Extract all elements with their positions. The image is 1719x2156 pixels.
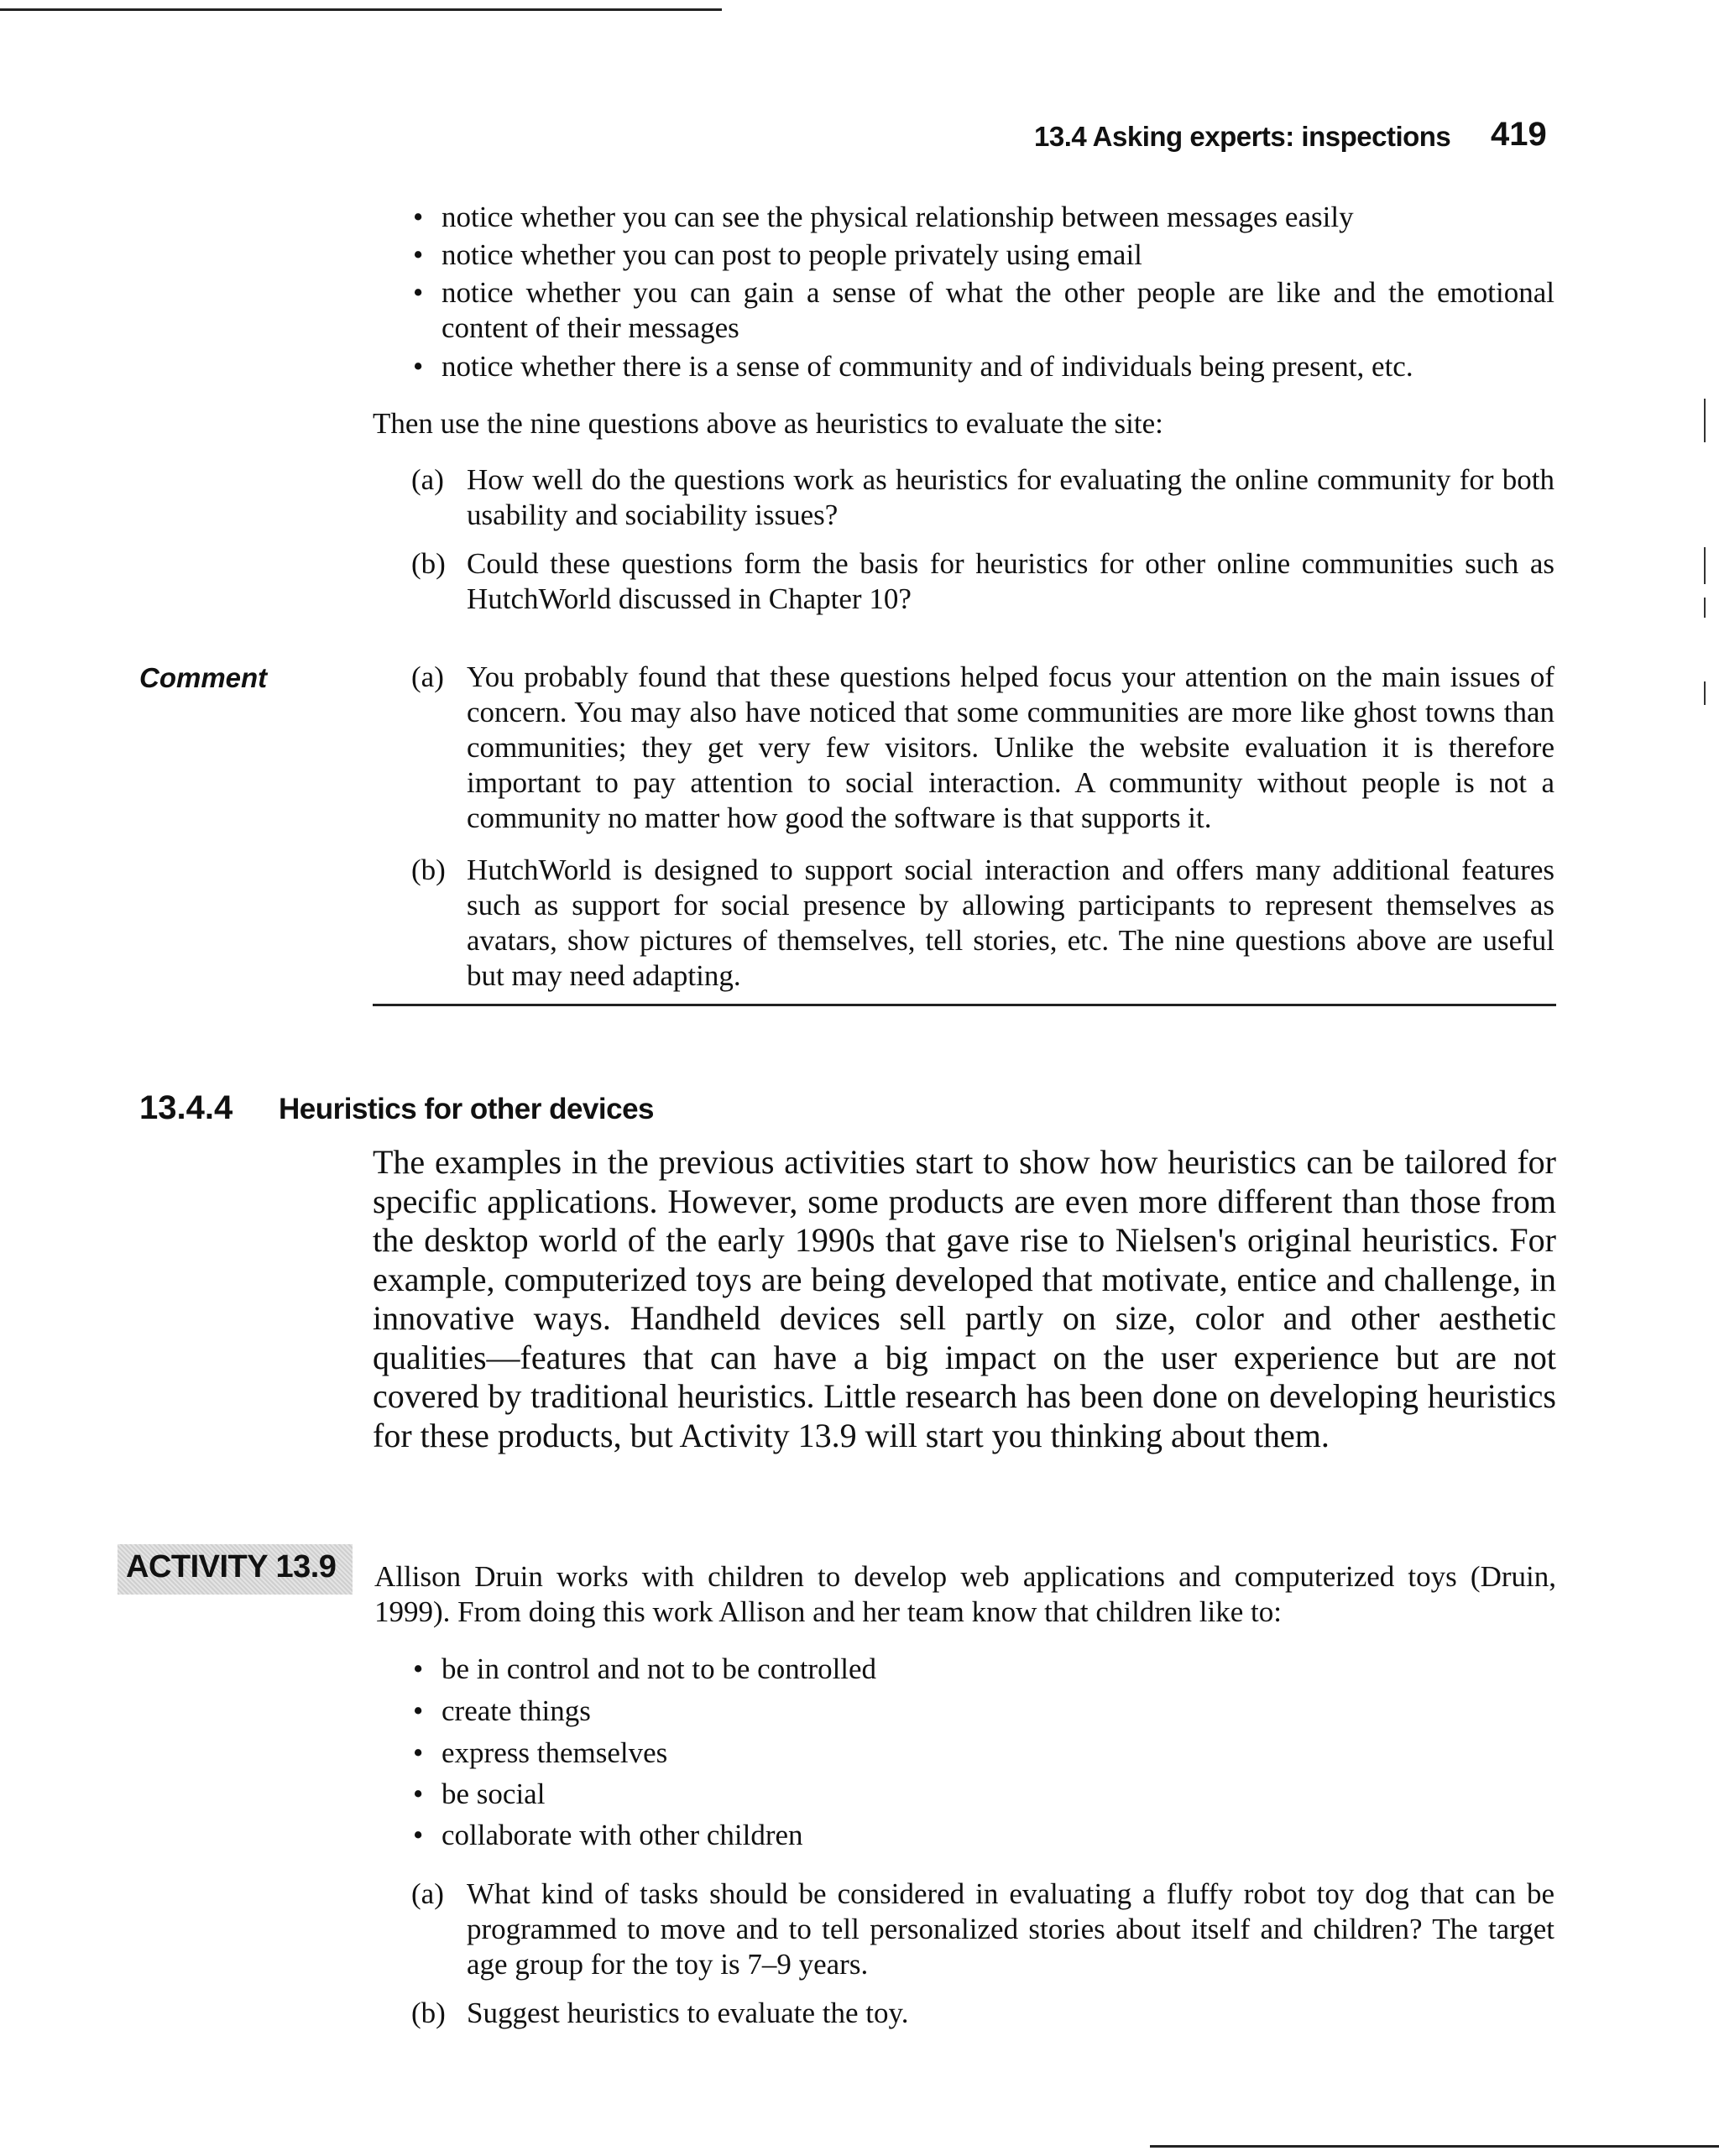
bullet-icon: •: [413, 1694, 424, 1727]
running-header: [0, 116, 1719, 158]
bullet-icon: •: [413, 276, 424, 309]
question-item: (b) Could these questions form the basis for heuristics for other online communities such as HutchWorld discussed in Chapter 10?: [411, 547, 1554, 615]
list-item: • create things: [413, 1694, 591, 1727]
instruction-text: Then use the nine questions above as heuristics to evaluate the site:: [373, 407, 1163, 440]
section-title: Heuristics for other devices: [279, 1093, 654, 1125]
list-item: • be in control and not to be controlled: [413, 1652, 877, 1685]
activity-question: (a) What kind of tasks should be considered in evaluating a fluffy robot toy dog that can be programmed to move and to tell personalized stories about itself and children? The target age group for the toy is 7–9 years.: [411, 1877, 1554, 1981]
comment-label: Comment: [139, 662, 268, 693]
bullet-icon: •: [413, 238, 424, 271]
margin-mark: [1704, 399, 1706, 442]
header-section-title: 13.4 Asking experts: inspections: [1034, 121, 1451, 152]
comment-item: (b) HutchWorld is designed to support social interaction and offers many additional features such as support for social presence by allowing participants to represent themselves as avatars, show pictures of themselves, tell stories, etc. The nine questions above are useful but may need adapting.: [411, 854, 1554, 992]
section-body: The examples in the previous activities start to show how heuristics can be tailored for specific applications. However, some products are even more different than those from the desktop world of the early 1990s that gave rise to Nielsen's original heuristics. For example, computerized toys are being developed that motivate, entice and challenge, in innovative ways. Handheld devices sell partly on size, color and other aesthetic qualities—features that can have a big impact on the user experience but are not covered by traditional heuristics. Little research has been done on developing heuristics for these products, but Activity 13.9 will start you thinking about them.: [373, 1143, 1556, 1454]
comment-end-rule: [373, 1004, 1556, 1006]
activity-question: (b) Suggest heuristics to evaluate the toy.: [411, 1997, 909, 2029]
bullet-icon: •: [413, 350, 424, 383]
bullet-icon: •: [413, 201, 424, 233]
bullet-icon: •: [413, 1819, 424, 1851]
activity-intro: Allison Druin works with children to develop web applications and computerized toys (Druin, 1999). From doing this work Allison and her team know that children like to:: [374, 1560, 1556, 1628]
bullet-icon: •: [413, 1652, 424, 1685]
margin-mark: [1704, 681, 1706, 705]
list-item: • notice whether you can gain a sense of what the other people are like and the emotional content of their messages: [413, 276, 1554, 344]
list-item: • notice whether there is a sense of community and of individuals being present, etc.: [413, 350, 1413, 383]
top-scan-rule: [0, 8, 722, 11]
comment-item: (a) You probably found that these questions helped focus your attention on the main issues of concern. You may also have noticed that some communities are more like ghost towns than communities; they get very few visitors. Unlike the website evaluation it is therefore important to pay attention to social interaction. A community without people is not a community no matter how good the software is that supports it.: [411, 660, 1554, 834]
margin-mark: [1704, 598, 1706, 618]
bullet-icon: •: [413, 1736, 424, 1769]
activity-badge: ACTIVITY 13.9: [118, 1544, 353, 1595]
bottom-scan-rule: [1150, 2145, 1719, 2148]
page-number: 419: [1491, 116, 1547, 153]
question-item: (a) How well do the questions work as heuristics for evaluating the online community for both usability and sociability issues?: [411, 463, 1554, 531]
margin-mark: [1704, 547, 1706, 584]
list-item: • notice whether you can see the physical relationship between messages easily: [413, 201, 1354, 233]
section-number: 13.4.4: [139, 1089, 233, 1126]
list-item: • be social: [413, 1778, 546, 1810]
list-item: • collaborate with other children: [413, 1819, 803, 1851]
bullet-icon: •: [413, 1778, 424, 1810]
list-item: • express themselves: [413, 1736, 668, 1769]
list-item: • notice whether you can post to people privately using email: [413, 238, 1142, 271]
